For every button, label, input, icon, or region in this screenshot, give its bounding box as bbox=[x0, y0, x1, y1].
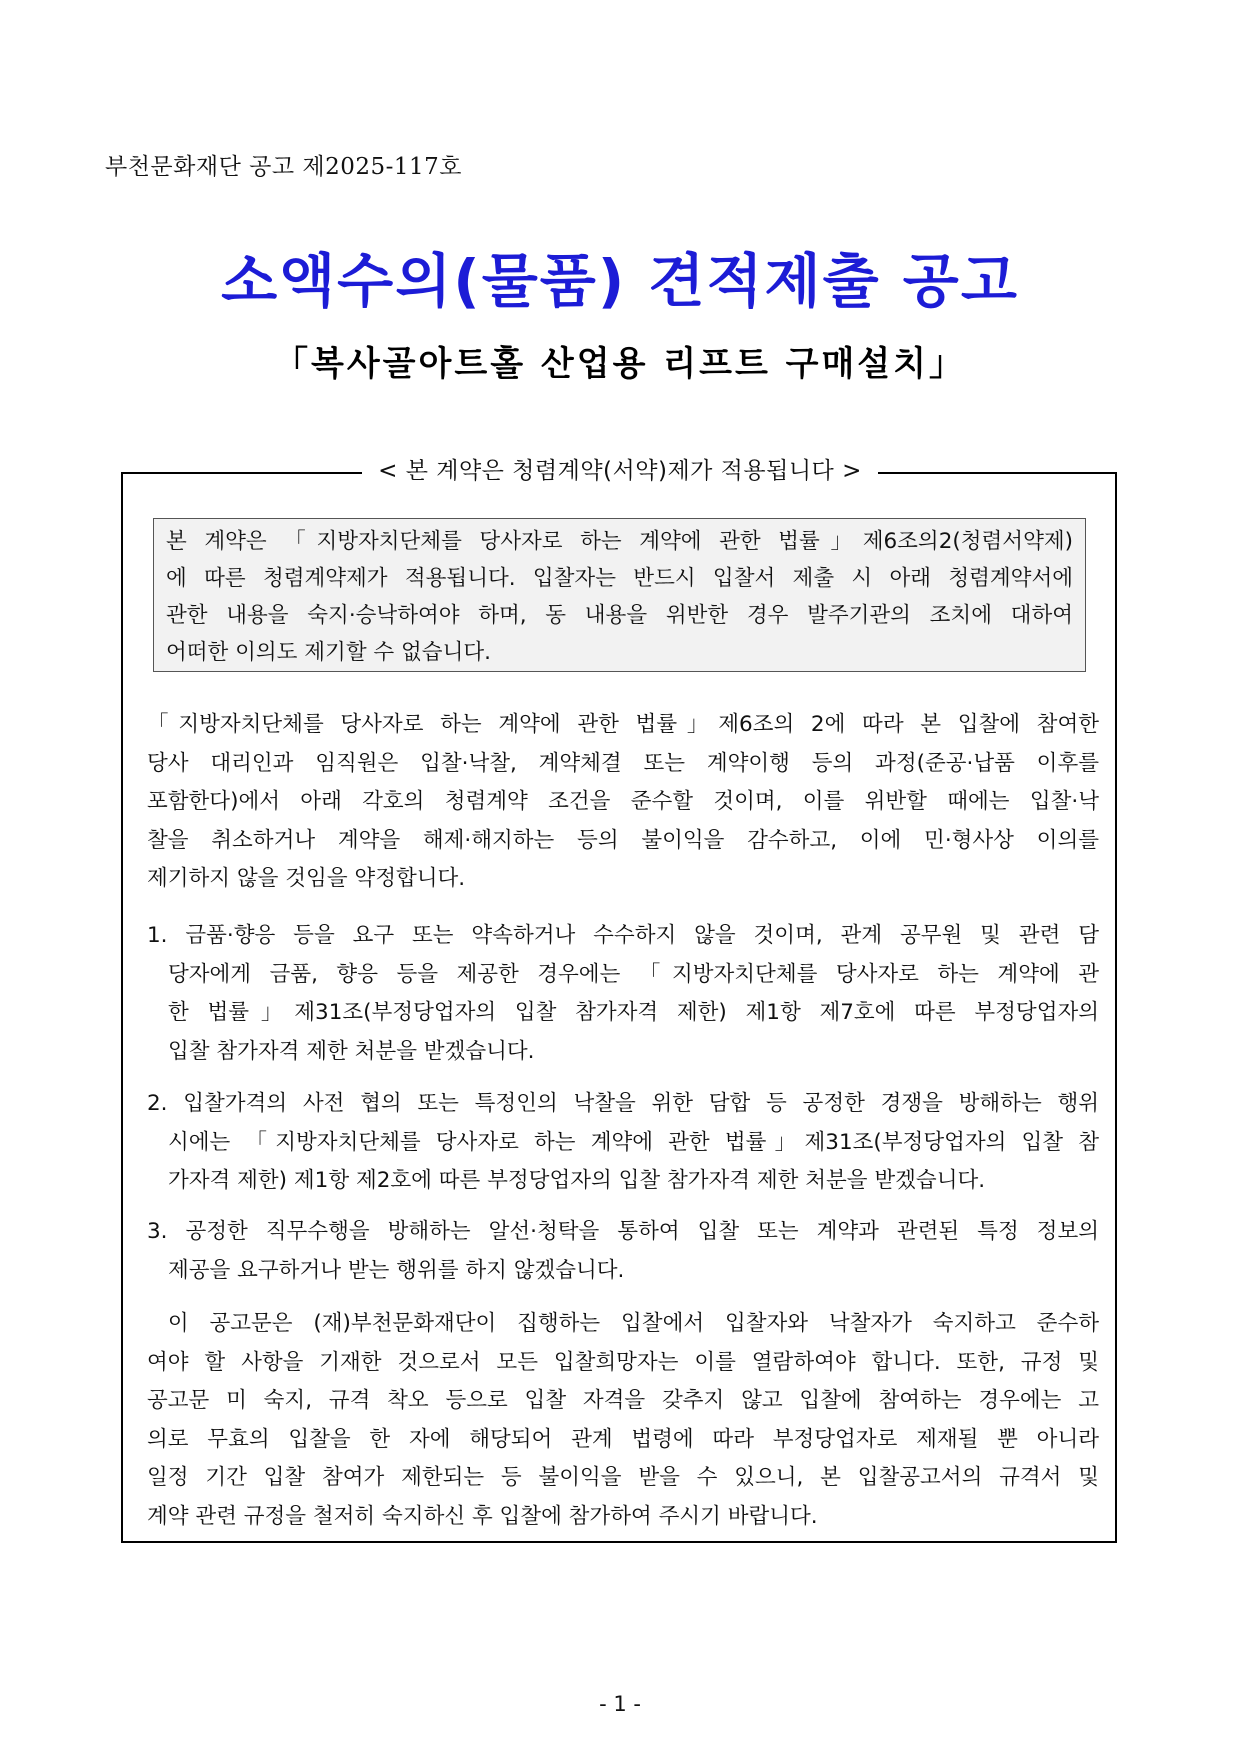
closing-line: 일정 기간 입찰 참여가 제한되는 등 불이익을 받을 수 있으니, 본 입찰공고서의 규격서 및 bbox=[147, 1465, 1099, 1490]
pledge-item-line: 입찰 참가자격 제한 처분을 받겠습니다. bbox=[168, 1038, 535, 1064]
closing-line: 계약 관련 규정을 철저히 숙지하신 후 입찰에 참가하여 주시기 바랍니다. bbox=[147, 1503, 818, 1529]
pledge-item-line: 한 법률」제31조(부정당업자의 입찰 참가자격 제한) 제1항 제7호에 따른 부정당업자의 bbox=[168, 1000, 1099, 1025]
intro-line: 제기하지 않을 것임을 약정합니다. bbox=[147, 866, 466, 891]
summary-line: 에 따른 청렴계약제가 적용됩니다. 입찰자는 반드시 입찰서 제출 시 아래 청렴계약서에 bbox=[166, 566, 1073, 591]
pledge-item-1 bbox=[147, 917, 1099, 1071]
page-number: - 1 - bbox=[599, 1692, 641, 1716]
closing-line: 이 공고문은 (재)부천문화재단이 집행하는 입찰에서 입찰자와 낙찰자가 숙지하고 준수하 bbox=[147, 1311, 1099, 1336]
pledge-item-2 bbox=[147, 1085, 1099, 1201]
closing-line: 여야 할 사항을 기재한 것으로서 모든 입찰희망자는 이를 열람하여야 합니다. 또한, 규정 및 bbox=[147, 1349, 1099, 1375]
pledge-item-line: 시에는 「지방자치단체를 당사자로 하는 계약에 관한 법률」제31조(부정당업자의 입찰 참 bbox=[168, 1129, 1099, 1155]
summary-line: 어떠한 이의도 제기할 수 없습니다. bbox=[166, 640, 491, 665]
closing-line: 의로 무효의 입찰을 한 자에 해당되어 관계 법령에 따라 부정당업자로 제재될 뿐 아니라 bbox=[147, 1426, 1099, 1452]
integrity-pledge-header-text: < 본 계약은 청렴계약(서약)제가 적용됩니다 > bbox=[362, 458, 878, 484]
integrity-pledge-header bbox=[0, 454, 1240, 488]
pledge-item-line: 1. 금품·향응 등을 요구 또는 약속하거나 수수하지 않을 것이며, 관계 공무원 및 관련 담 bbox=[147, 923, 1099, 948]
page-subtitle: 「복사골아트홀 산업용 리프트 구매설치」 bbox=[273, 344, 966, 384]
intro-line: 「지방자치단체를 당사자로 하는 계약에 관한 법률」제6조의 2에 따라 본 입찰에 참여한 bbox=[147, 712, 1099, 737]
intro-line: 당사 대리인과 임직원은 입찰·낙찰, 계약체결 또는 계약이행 등의 과정(준공·납품 이후를 bbox=[147, 750, 1099, 776]
summary-line: 관한 내용을 숙지·승낙하여야 하며, 동 내용을 위반한 경우 발주기관의 조치에 대하여 bbox=[166, 603, 1073, 628]
closing-line: 공고문 미 숙지, 규격 착오 등으로 입찰 자격을 갖추지 않고 입찰에 참여하는 경우에는 고 bbox=[147, 1388, 1099, 1413]
closing-paragraph bbox=[147, 1305, 1099, 1536]
page-title: 소액수의(물품) 견적제출 공고 bbox=[221, 247, 1019, 315]
intro-line: 포함한다)에서 아래 각호의 청렴계약 조건을 준수할 것이며, 이를 위반할 때에는 입찰·낙 bbox=[147, 789, 1099, 814]
pledge-item-3 bbox=[147, 1213, 1099, 1290]
pledge-item-line: 가자격 제한) 제1항 제2호에 따른 부정당업자의 입찰 참가자격 제한 처분을 받겠습니다. bbox=[168, 1168, 986, 1193]
pledge-item-line: 2. 입찰가격의 사전 협의 또는 특정인의 낙찰을 위한 담합 등 공정한 경쟁을 방해하는 행위 bbox=[147, 1091, 1099, 1116]
notice-number: 부천문화재단 공고 제2025-117호 bbox=[105, 154, 463, 180]
intro-line: 찰을 취소하거나 계약을 해제·해지하는 등의 불이익을 감수하고, 이에 민·형사상 이의를 bbox=[147, 827, 1099, 853]
intro-paragraph bbox=[147, 706, 1099, 899]
pledge-item-line: 3. 공정한 직무수행을 방해하는 알선·청탁을 통하여 입찰 또는 계약과 관련된 특정 정보의 bbox=[147, 1219, 1099, 1244]
summary-line: 본 계약은 「지방자치단체를 당사자로 하는 계약에 관한 법률」제6조의2(청렴서약제) bbox=[166, 529, 1073, 554]
pledge-item-line: 당자에게 금품, 향응 등을 제공한 경우에는 「지방자치단체를 당사자로 하는 계약에 관 bbox=[168, 961, 1099, 987]
pledge-item-line: 제공을 요구하거나 받는 행위를 하지 않겠습니다. bbox=[168, 1257, 625, 1283]
summary-box bbox=[153, 518, 1086, 672]
